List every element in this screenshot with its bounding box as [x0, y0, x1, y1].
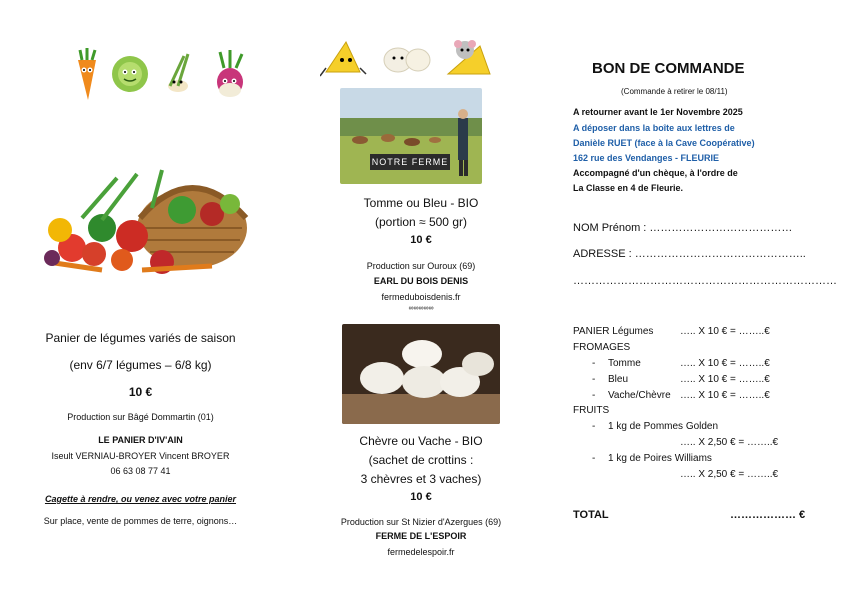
cheese-round-icon — [384, 48, 430, 72]
panier-production: Production sur Bâgé Dommartin (01) — [67, 412, 214, 422]
order-panier-label: PANIER Légumes — [573, 326, 654, 337]
tomme-portion: (portion ≈ 500 gr) — [375, 215, 467, 229]
cabbage-icon — [112, 56, 148, 92]
panier-producer-people: Iseult VERNIAU-BROYER Vincent BROYER — [51, 451, 230, 461]
order-bleu-qty[interactable]: ….. X 10 € = ……..€ — [680, 374, 770, 385]
order-subtitle: (Commande à retirer le 08/11) — [621, 87, 728, 96]
order-total-value[interactable]: ……………… € — [730, 509, 806, 521]
cagette-note: Cagette à rendre, ou venez avec votre panier — [44, 494, 237, 504]
deposit-line-1: A déposer dans la boîte aux lettres de — [573, 123, 735, 133]
bullet-vache: - — [592, 390, 596, 401]
farm-banner-label: NOTRE FERME — [371, 157, 449, 167]
chevre-production: Production sur St Nizier d'Azergues (69) — [340, 517, 502, 527]
order-title: BON DE COMMANDE — [592, 60, 745, 77]
order-total-label: TOTAL — [573, 509, 609, 521]
address-field-line2[interactable]: ……………………………………………………………… — [573, 275, 837, 287]
farm-photo — [340, 88, 482, 184]
panier-price: 10 € — [128, 385, 153, 399]
return-deadline — [573, 107, 743, 117]
vegetable-characters — [70, 48, 260, 103]
tomme-marks: ∞∞∞∞∞ — [408, 305, 434, 312]
address-field[interactable]: ADRESSE : ……………………………………….. — [573, 248, 806, 260]
deposit-line-3: 162 rue des Vendanges - FLEURIE — [573, 153, 720, 163]
bullet-bleu: - — [592, 374, 596, 385]
cheque-line-1: Accompagné d'un chèque, à l'ordre de — [573, 168, 738, 178]
panier-producer-name: LE PANIER D'IV'AIN — [98, 435, 183, 445]
tomme-producer: EARL DU BOIS DENIS — [373, 276, 469, 286]
farm-banner — [370, 154, 450, 170]
tomme-price: 10 € — [410, 234, 432, 246]
order-golden-label: 1 kg de Pommes Golden — [608, 421, 719, 432]
order-tomme-label: Tomme — [608, 358, 641, 369]
order-williams-label: 1 kg de Poires Williams — [608, 453, 712, 464]
order-panier-qty[interactable]: ….. X 10 € = ……..€ — [680, 326, 770, 337]
panier-producer-phone: 06 63 08 77 41 — [110, 466, 171, 476]
onion-icon — [168, 54, 188, 92]
order-williams-qty[interactable]: ….. X 2,50 € = ……..€ — [680, 469, 779, 480]
order-tomme-qty[interactable]: ….. X 10 € = ……..€ — [680, 358, 770, 369]
name-field[interactable]: NOM Prénom : ………………………………… — [573, 222, 793, 234]
order-vache-qty[interactable]: ….. X 10 € = ……..€ — [680, 390, 770, 401]
carrot-icon — [78, 48, 96, 100]
bullet-tomme: - — [592, 358, 596, 369]
order-golden-qty[interactable]: ….. X 2,50 € = ……..€ — [680, 437, 779, 448]
cheese-characters — [320, 38, 495, 80]
sur-place-note: Sur place, vente de pommes de terre, oignons… — [43, 516, 238, 526]
tomme-title: Tomme ou Bleu - BIO — [363, 196, 479, 210]
bullet-williams: - — [592, 453, 596, 464]
cheese-photo — [342, 324, 500, 424]
vegetable-basket-image — [42, 158, 252, 278]
tomme-production: Production sur Ouroux (69) — [366, 261, 476, 271]
panier-weight: (env 6/7 légumes – 6/8 kg) — [69, 358, 212, 372]
cheese-wedge-icon — [320, 42, 366, 76]
turnip-icon — [217, 50, 243, 97]
mouse-cheese-icon — [448, 40, 490, 74]
chevre-price: 10 € — [410, 491, 432, 503]
return-deadline-text: A retourner avant le 1er Novembre 2025 — [573, 107, 743, 117]
bullet-golden: - — [592, 421, 596, 432]
order-vache-label: Vache/Chèvre — [608, 390, 671, 401]
cheque-line-2: La Classe en 4 de Fleurie. — [573, 183, 684, 193]
chevre-title: Chèvre ou Vache - BIO — [359, 434, 483, 448]
chevre-site: fermedelespoir.fr — [387, 547, 455, 557]
order-fromages-label: FROMAGES — [573, 342, 631, 353]
tomme-site: fermeduboisdenis.fr — [381, 292, 461, 302]
chevre-detail: 3 chèvres et 3 vaches) — [360, 472, 482, 486]
order-fruits-label: FRUITS — [573, 405, 610, 416]
chevre-sachet: (sachet de crottins : — [368, 453, 474, 467]
panier-title: Panier de légumes variés de saison — [45, 331, 236, 345]
chevre-producer: FERME DE L'ESPOIR — [375, 531, 467, 541]
order-bleu-label: Bleu — [608, 374, 629, 385]
deposit-line-2: Danièle RUET (face à la Cave Coopérative) — [573, 138, 755, 148]
